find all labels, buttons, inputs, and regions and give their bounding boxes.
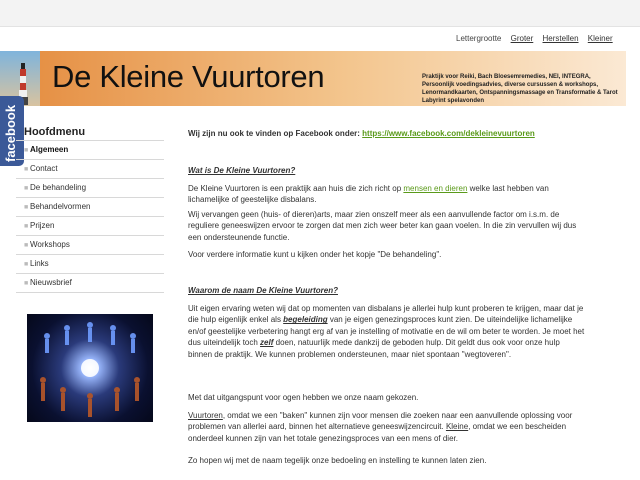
- menu-item-label: Links: [30, 259, 49, 268]
- paragraph-starting-point: Met dat uitgangspunt voor ogen hebben we onze naam gekozen.: [188, 393, 419, 402]
- site-subtitle: Praktijk voor Reiki, Bach Bloesemremedies, NEI, INTEGRA, Persoonlijk voedingsadvies, diverse cursussen & workshops, Lenormandkaarten, Ontspanningsmassage en Transformatie & Tarot Labyrint spelavonden: [422, 74, 618, 104]
- menu-item-contact[interactable]: [16, 160, 164, 179]
- facebook-notice: [188, 128, 586, 139]
- menu-item-links[interactable]: [16, 255, 164, 274]
- font-size-label: Lettergrootte: [456, 34, 502, 43]
- facebook-tab-label: facebook: [3, 104, 18, 162]
- bullet-icon: ■: [24, 280, 29, 287]
- menu-item-label: De behandeling: [30, 183, 87, 192]
- people-circle-illustration: [27, 314, 153, 422]
- bullet-icon: ■: [24, 261, 29, 268]
- bullet-icon: ■: [24, 223, 29, 230]
- font-size-controls: [456, 34, 613, 43]
- facebook-intro-text: Wij zijn nu ook te vinden op Facebook onder:: [188, 129, 360, 138]
- bullet-icon: ■: [24, 242, 29, 249]
- paragraph-text: doen, natuurlijk mede dankzij de geboden hulp. Dit geldt dus ook voor onze hulp binnen de praktijk. We kunnen problemen ondersteunen, maar niet spontaan "wegtoveren".: [188, 338, 560, 359]
- menu-item-algemeen[interactable]: [16, 141, 164, 160]
- paragraph-text: , omdat we een "baken" kunnen zijn voor mensen die zoeken naar een aanvullende oplossing voor problemen van allerlei aard, binnen het alternatieve geneeswijzencircuit.: [188, 411, 573, 432]
- bullet-icon: ■: [24, 204, 29, 211]
- menu-item-label: Workshops: [30, 240, 70, 249]
- browser-top-bar: [0, 0, 640, 27]
- menu-item-de-behandeling[interactable]: [16, 179, 164, 198]
- paragraph-experience: [188, 303, 586, 360]
- bullet-icon: ■: [24, 147, 29, 154]
- emphasis-begeleiding: begeleiding: [283, 315, 328, 325]
- paragraph-closing: Zo hopen wij met de naam tegelijk onze bedoeling en instelling te kunnen laten zien.: [188, 456, 487, 465]
- circle-of-people-image: [27, 314, 153, 422]
- font-reset-link[interactable]: Herstellen: [542, 34, 579, 43]
- menu-item-label: Nieuwsbrief: [30, 278, 72, 287]
- paragraph-no-replacement: Wij vervangen geen (huis- of dieren)arts, maar zien onszelf meer als een aanvullende factor om i.s.m. de reguliere geneeswijzen ervoor te zorgen dat men zich weer beter kan gaan voelen. In die zin vervullen wij dus een ondersteunende functie.: [188, 210, 577, 242]
- main-menu: [16, 124, 164, 293]
- menu-item-label: Algemeen: [30, 145, 69, 154]
- menu-item-label: Prijzen: [30, 221, 55, 230]
- header-banner: [0, 51, 626, 106]
- paragraph-text: , omdat we een bescheiden onderdeel kunnen zijn van het totale genezingsproces van een mens of dier.: [188, 422, 567, 443]
- paragraph-text: De Kleine Vuurtoren is een praktijk aan huis die zich richt op: [188, 184, 404, 193]
- font-smaller-link[interactable]: Kleiner: [587, 34, 613, 43]
- vuurtoren-link[interactable]: Vuurtoren: [188, 411, 223, 420]
- emphasis-zelf: zelf: [260, 338, 274, 348]
- main-menu-title: Hoofdmenu: [16, 124, 164, 141]
- bullet-icon: ■: [24, 185, 29, 192]
- paragraph-text: welke last hebben van lichamelijke of geestelijke disbalans.: [188, 184, 549, 205]
- menu-item-label: Contact: [30, 164, 58, 173]
- font-larger-link[interactable]: Groter: [510, 34, 534, 43]
- menu-item-nieuwsbrief[interactable]: [16, 274, 164, 293]
- menu-item-label: Behandelvormen: [30, 202, 91, 211]
- people-animals-link[interactable]: mensen en dieren: [403, 184, 468, 193]
- paragraph-more-info: Voor verdere informatie kunt u kijken onder het kopje "De behandeling".: [188, 250, 442, 259]
- paragraph-text: Uit eigen ervaring weten wij dat op momenten van disbalans je allerlei hulp kunt proberen te krijgen, maar dat je die hulp eigenlijk enkel als: [188, 304, 584, 325]
- menu-item-prijzen[interactable]: [16, 217, 164, 236]
- facebook-link[interactable]: https://www.facebook.com/dekleinevuurtoren: [362, 129, 535, 138]
- heading-waarom: Waarom de naam De Kleine Vuurtoren?: [188, 286, 338, 295]
- paragraph-text: van je eigen genezingsproces kunt zien. De uiteindelijke lichamelijke en/of geestelijke verbetering hangt erg af van je instelling of motivatie en de wil om beter te worden. Je moet het dus uiteindelijk toch: [188, 315, 585, 348]
- paragraph-intro: [188, 183, 586, 206]
- menu-item-behandelvormen[interactable]: [16, 198, 164, 217]
- heading-wat-is: Wat is De Kleine Vuurtoren?: [188, 166, 296, 175]
- bullet-icon: ■: [24, 166, 29, 173]
- site-title: De Kleine Vuurtoren: [52, 59, 325, 94]
- kleine-link[interactable]: Kleine: [445, 422, 469, 432]
- menu-item-workshops[interactable]: [16, 236, 164, 255]
- paragraph-name-meaning: [188, 410, 586, 444]
